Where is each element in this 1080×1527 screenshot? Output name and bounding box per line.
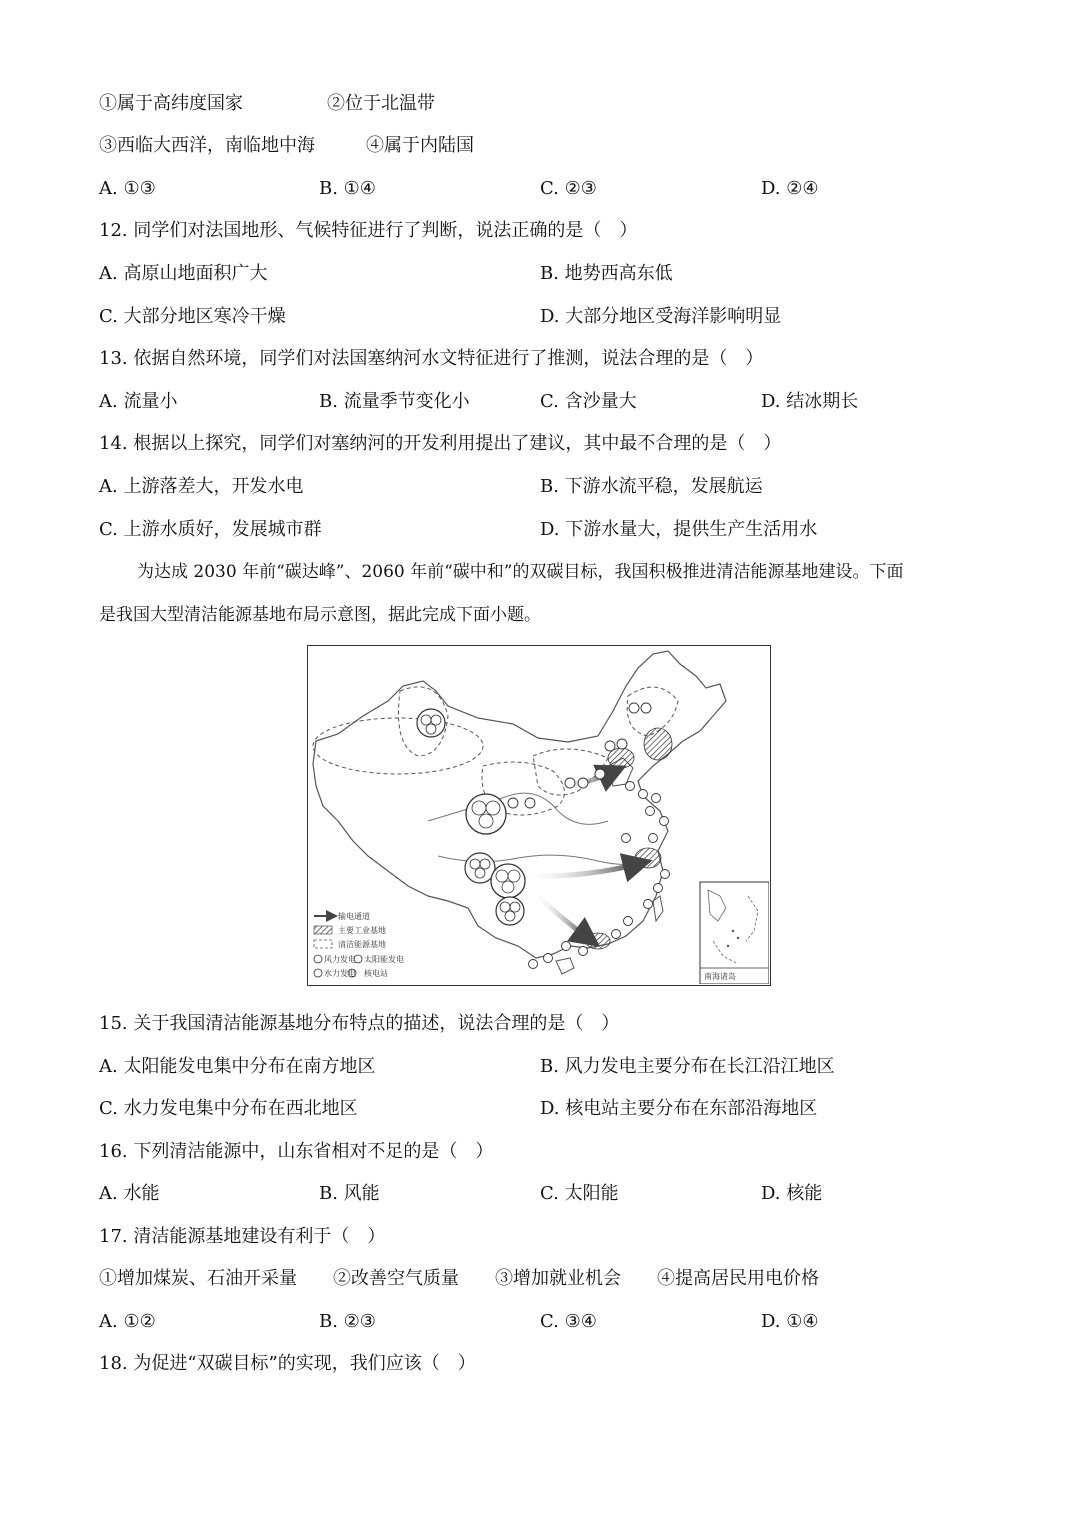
q15-stem: 15. 关于我国清洁能源基地分布特点的描述，说法合理的是（ ） <box>99 1013 620 1034</box>
legend-industrial-label: 主要工业基地 <box>338 926 386 935</box>
q11-statement-1: ①属于高纬度国家 <box>99 93 243 114</box>
taiwan-island <box>653 896 663 921</box>
q14-option-d[interactable]: D. 下游水量大，提供生产生活用水 <box>540 519 818 540</box>
q17-option-b[interactable]: B. ②③ <box>319 1311 376 1332</box>
yellow-river <box>428 793 608 824</box>
q15-option-a[interactable]: A. 太阳能发电集中分布在南方地区 <box>99 1056 376 1077</box>
q16-option-b[interactable]: B. 风能 <box>319 1183 380 1204</box>
intro-line-1: 为达成 2030 年前“碳达峰”、2060 年前“碳中和”的双碳目标，我国积极推进清洁能源基地建设。下面 <box>137 562 904 582</box>
q11-statement-3: ③西临大西洋，南临地中海 <box>99 135 315 156</box>
industrial-base-shanghai <box>635 848 661 868</box>
industrial-base-guangdong <box>586 933 610 949</box>
q15-option-b[interactable]: B. 风力发电主要分布在长江沿江地区 <box>540 1056 835 1077</box>
transmission-arrow-south <box>533 891 588 938</box>
q16-stem: 16. 下列清洁能源中，山东省相对不足的是（ ） <box>99 1141 494 1162</box>
wind-power-icon <box>314 955 322 963</box>
q17-stem: 17. 清洁能源基地建设有利于（ ） <box>99 1226 386 1247</box>
q13-option-b[interactable]: B. 流量季节变化小 <box>319 391 470 412</box>
q14-option-c[interactable]: C. 上游水质好，发展城市群 <box>99 519 322 540</box>
south-china-sea-inset <box>700 882 769 984</box>
inset-label: 南海诸岛 <box>704 972 736 981</box>
q12-stem: 12. 同学们对法国地形、气候特征进行了判断，说法正确的是（ ） <box>99 220 638 241</box>
q16-option-a[interactable]: A. 水能 <box>99 1183 160 1204</box>
q17-option-d[interactable]: D. ①④ <box>761 1311 819 1332</box>
q14-stem: 14. 根据以上探究，同学们对塞纳河的开发利用提出了建议，其中最不合理的是（ ） <box>99 433 782 454</box>
q17-statements: ①增加煤炭、石油开采量 ②改善空气质量 ③增加就业机会 ④提高居民用电价格 <box>99 1268 819 1289</box>
q13-option-d[interactable]: D. 结冰期长 <box>761 391 859 412</box>
q18-stem: 18. 为促进“双碳目标”的实现，我们应该（ ） <box>99 1353 476 1374</box>
q14-option-a[interactable]: A. 上游落差大，开发水电 <box>99 476 304 497</box>
hydro-power-icon <box>314 969 322 977</box>
energy-base-qinghai <box>465 853 495 883</box>
q12-option-d[interactable]: D. 大部分地区受海洋影响明显 <box>540 306 782 327</box>
q15-option-d[interactable]: D. 核电站主要分布在东部沿海地区 <box>540 1098 818 1119</box>
q15-option-c[interactable]: C. 水力发电集中分布在西北地区 <box>99 1098 358 1119</box>
q13-option-a[interactable]: A. 流量小 <box>99 391 178 412</box>
q14-option-b[interactable]: B. 下游水流平稳，发展航运 <box>540 476 763 497</box>
industrial-base-northeast <box>644 728 672 760</box>
q12-option-a[interactable]: A. 高原山地面积广大 <box>99 263 268 284</box>
q13-option-c[interactable]: C. 含沙量大 <box>540 391 637 412</box>
transmission-arrow-central <box>523 864 638 876</box>
q11-option-a[interactable]: A. ①③ <box>99 178 156 199</box>
legend-transmission-label: 输电通道 <box>338 912 370 921</box>
q13-stem: 13. 依据自然环境，同学们对法国塞纳河水文特征进行了推测，说法合理的是（ ） <box>99 348 764 369</box>
map-legend <box>314 911 404 978</box>
energy-base-gansu <box>466 794 506 834</box>
q16-option-d[interactable]: D. 核能 <box>761 1183 823 1204</box>
intro-line-2: 是我国大型清洁能源基地布局示意图，据此完成下面小题。 <box>99 605 541 625</box>
hainan-island <box>556 958 574 974</box>
q11-statement-4: ④属于内陆国 <box>366 135 474 156</box>
q17-option-a[interactable]: A. ①② <box>99 1311 156 1332</box>
q17-option-c[interactable]: C. ③④ <box>540 1311 597 1332</box>
energy-base-xinjiang <box>417 709 445 737</box>
q12-option-c[interactable]: C. 大部分地区寒冷干燥 <box>99 306 286 327</box>
legend-wind-solar-label: 风力发电 太阳能发电 <box>324 955 404 964</box>
q11-option-c[interactable]: C. ②③ <box>540 178 597 199</box>
q16-option-c[interactable]: C. 太阳能 <box>540 1183 619 1204</box>
energy-base-yunnan <box>496 897 524 925</box>
energy-base-sichuan <box>491 864 525 898</box>
q12-option-b[interactable]: B. 地势西高东低 <box>540 263 673 284</box>
clean-energy-map <box>307 645 771 986</box>
legend-hydro-nuclear-label: 水力发电 核电站 <box>324 969 388 978</box>
q11-statement-2: ②位于北温带 <box>327 93 435 114</box>
q11-option-b[interactable]: B. ①④ <box>319 178 376 199</box>
q11-option-d[interactable]: D. ②④ <box>761 178 819 199</box>
legend-clean-energy-label: 清洁能源基地 <box>338 940 386 949</box>
